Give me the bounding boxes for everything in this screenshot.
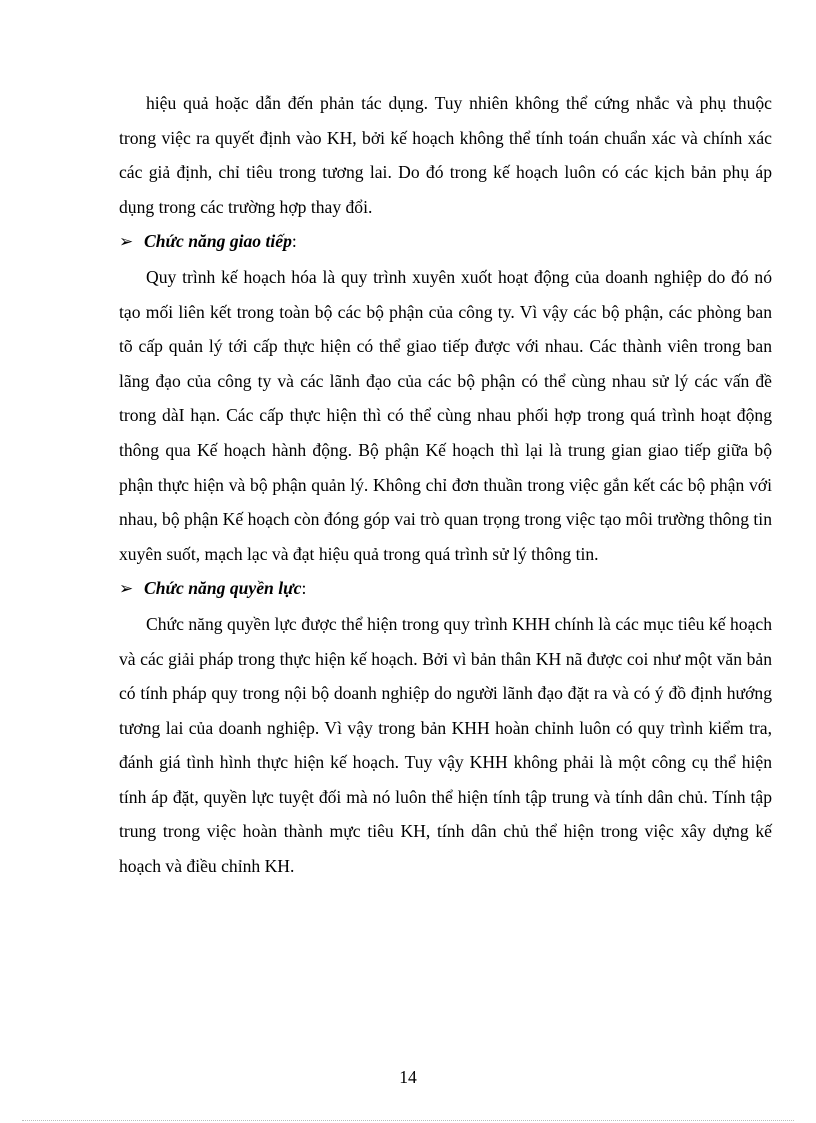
section-heading-authority [119, 571, 772, 607]
heading-text: Chức năng giao tiếp [144, 231, 292, 252]
arrow-bullet-icon: ➢ [119, 579, 134, 599]
section-heading-communication [119, 224, 772, 260]
page-number: 14 [399, 1067, 417, 1087]
paragraph-continuation: hiệu quả hoặc dẫn đến phản tác dụng. Tuy nhiên không thể cứng nhắc và phụ thuộc trong việc ra quyết định vào KH, bởi kế hoạch không thể tính toán chuẩn xác và chính xác các giả định, chỉ tiêu trong tương lai. Do đó trong kế hoạch luôn có các kịch bản phụ áp dụng trong các trường hợp thay đổi. [119, 93, 772, 217]
paragraph-communication: Quy trình kế hoạch hóa là quy trình xuyên xuốt hoạt động của doanh nghiệp do đó nó tạo mối liên kết trong toàn bộ các bộ phận của công ty. Vì vậy các bộ phận, các phòng ban tõ cấp quản lý tới cấp thực hiện có thể giao tiếp được với nhau. Các thành viên trong ban lãng đạo của công ty và các lãnh đạo của các bộ phận có thể cùng nhau sử lý các vấn đề trong dàI hạn. Các cấp thực hiện thì có thể cùng nhau phối hợp trong quá trình hoạt động thông qua Kế hoạch hành động. Bộ phận Kế hoạch thì lại là trung gian giao tiếp giữa bộ phận thực hiện và bộ phận quản lý. Không chỉ đơn thuần trong việc gắn kết các bộ phận với nhau, bộ phận Kế hoạch còn đóng góp vai trò quan trọng trong việc tạo môi trường thông tin xuyên suốt, mạch lạc và đạt hiệu quả trong quá trình sử lý thông tin. [119, 266, 772, 564]
paragraph-authority: Chức năng quyền lực được thể hiện trong quy trình KHH chính là các mục tiêu kế hoạch và các giải pháp trong thực hiện kế hoạch. Bởi vì bản thân KH nã được coi như một văn bản có tính pháp quy trong nội bộ doanh nghiệp do người lãnh đạo đặt ra và có ý đồ định hướng tương lai của doanh nghiệp. Vì vậy trong bản KHH hoàn chỉnh luôn có quy trình kiểm tra, đánh giá tình hình thực hiện kế hoạch. Tuy vậy KHH không phải là một công cụ thể hiện tính áp đặt, quyền lực tuyệt đối mà nó luôn thể hiện tính tập trung và tính dân chủ. Tính tập trung trong việc hoàn thành mực tiêu KH, tính dân chủ thể hiện trong việc xây dựng kế hoạch và điều chỉnh KH. [119, 613, 772, 877]
heading-text: Chức năng quyền lực [144, 578, 302, 599]
heading-colon: : [301, 578, 307, 599]
page-body [119, 86, 772, 884]
arrow-bullet-icon: ➢ [119, 232, 134, 252]
footer-divider [22, 1120, 794, 1121]
heading-colon: : [291, 231, 297, 252]
